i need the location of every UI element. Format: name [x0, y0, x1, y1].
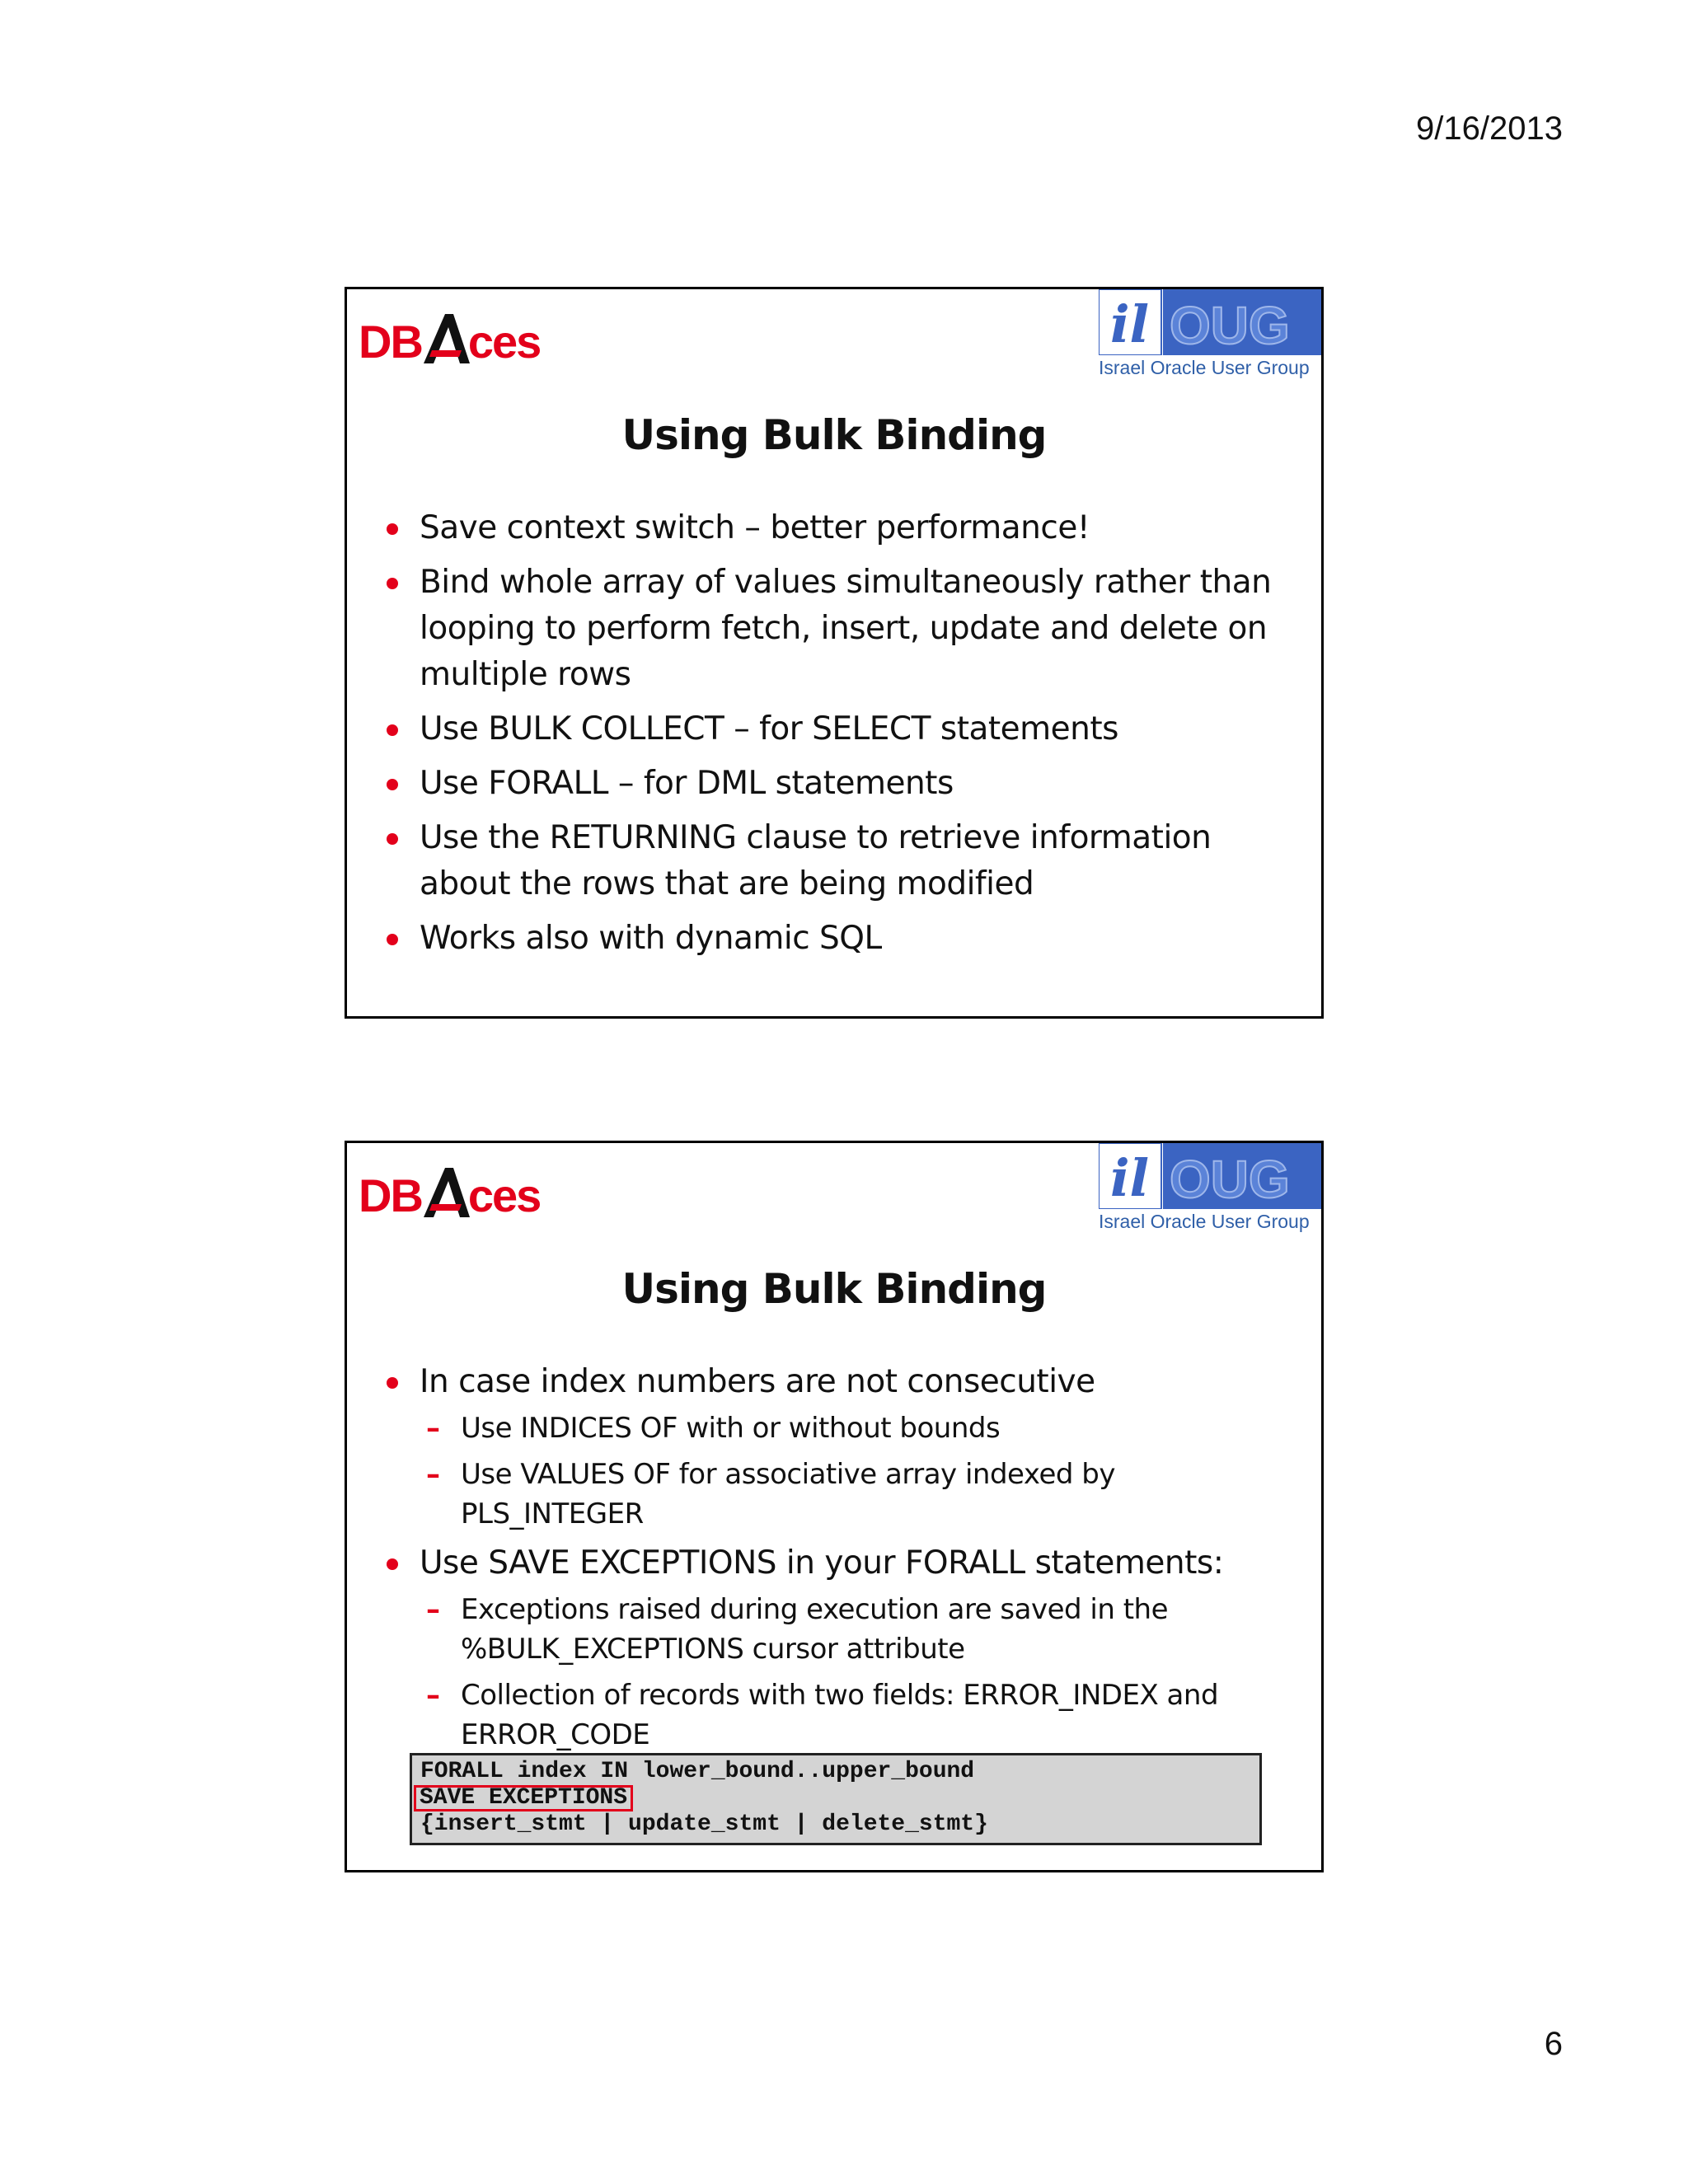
bullet-item: Use the RETURNING clause to retrieve information about the rows that are being modified: [383, 815, 1298, 907]
dbaces-logo-suffix: ces: [467, 316, 541, 368]
bullet-item: [383, 1540, 1298, 1755]
save-exceptions-highlight: SAVE EXCEPTIONS: [414, 1785, 633, 1811]
slide-1: [345, 287, 1324, 1019]
page-date: 9/16/2013: [1416, 110, 1563, 147]
dbaces-a-icon: [420, 1166, 471, 1219]
bullet-list: [383, 1359, 1298, 1761]
iloug-il-text: il: [1110, 1148, 1150, 1208]
dbaces-logo-suffix: ces: [467, 1169, 541, 1221]
dbaces-logo-prefix: DB: [359, 316, 422, 368]
iloug-tagline: Israel Oracle User Group: [1099, 357, 1310, 378]
bullet-item: Use BULK COLLECT – for SELECT statements: [383, 706, 1298, 752]
code-line: {insert_stmt | update_stmt | delete_stmt}: [420, 1811, 988, 1837]
iloug-logo-mark: [1099, 289, 1321, 355]
dbaces-logo-prefix: DB: [359, 1169, 422, 1221]
slide-title: Using Bulk Binding: [621, 1265, 1047, 1313]
page-number: 6: [1544, 2026, 1563, 2062]
iloug-oug-text: OUG: [1170, 1150, 1290, 1209]
iloug-tagline: Israel Oracle User Group: [1099, 1211, 1310, 1232]
sub-bullet-list: [420, 1408, 1298, 1534]
iloug-logo: [1099, 289, 1321, 382]
sub-bullet-item: – Use VALUES OF for associative array indexed by PLS_INTEGER: [420, 1455, 1298, 1534]
sub-bullet-item: – Use INDICES OF with or without bounds: [420, 1408, 1298, 1448]
bullet-text: In case index numbers are not consecutive: [420, 1363, 1095, 1400]
iloug-logo: [1099, 1143, 1321, 1235]
bullet-list: [383, 505, 1298, 970]
sub-bullet-item: – Exceptions raised during execution are saved in the %BULK_EXCEPTIONS cursor attribute: [420, 1590, 1298, 1669]
bullet-item: Bind whole array of values simultaneously rather than looping to perform fetch, insert, update and delete on multiple rows: [383, 560, 1298, 698]
slide-title: Using Bulk Binding: [621, 411, 1047, 459]
bullet-item: [383, 1359, 1298, 1534]
bullet-item: Works also with dynamic SQL: [383, 916, 1298, 962]
bullet-item: Save context switch – better performance!: [383, 505, 1298, 551]
code-line-highlighted: [420, 1785, 1251, 1811]
sub-bullet-item: – Collection of records with two fields: ERROR_INDEX and ERROR_CODE: [420, 1675, 1298, 1755]
iloug-il-text: il: [1110, 294, 1150, 354]
iloug-oug-text: OUG: [1170, 296, 1290, 355]
dbaces-logo: [359, 1155, 540, 1219]
dbaces-a-icon: [420, 312, 471, 365]
code-line: FORALL index IN lower_bound..upper_bound: [420, 1759, 975, 1784]
slide-2: [345, 1141, 1324, 1872]
bullet-text: Use SAVE EXCEPTIONS in your FORALL statements:: [420, 1544, 1224, 1582]
bullet-item: Use FORALL – for DML statements: [383, 761, 1298, 807]
iloug-logo-mark: [1099, 1143, 1321, 1209]
code-block: [410, 1753, 1262, 1845]
sub-bullet-list: [420, 1590, 1298, 1755]
dbaces-logo: [359, 301, 541, 368]
